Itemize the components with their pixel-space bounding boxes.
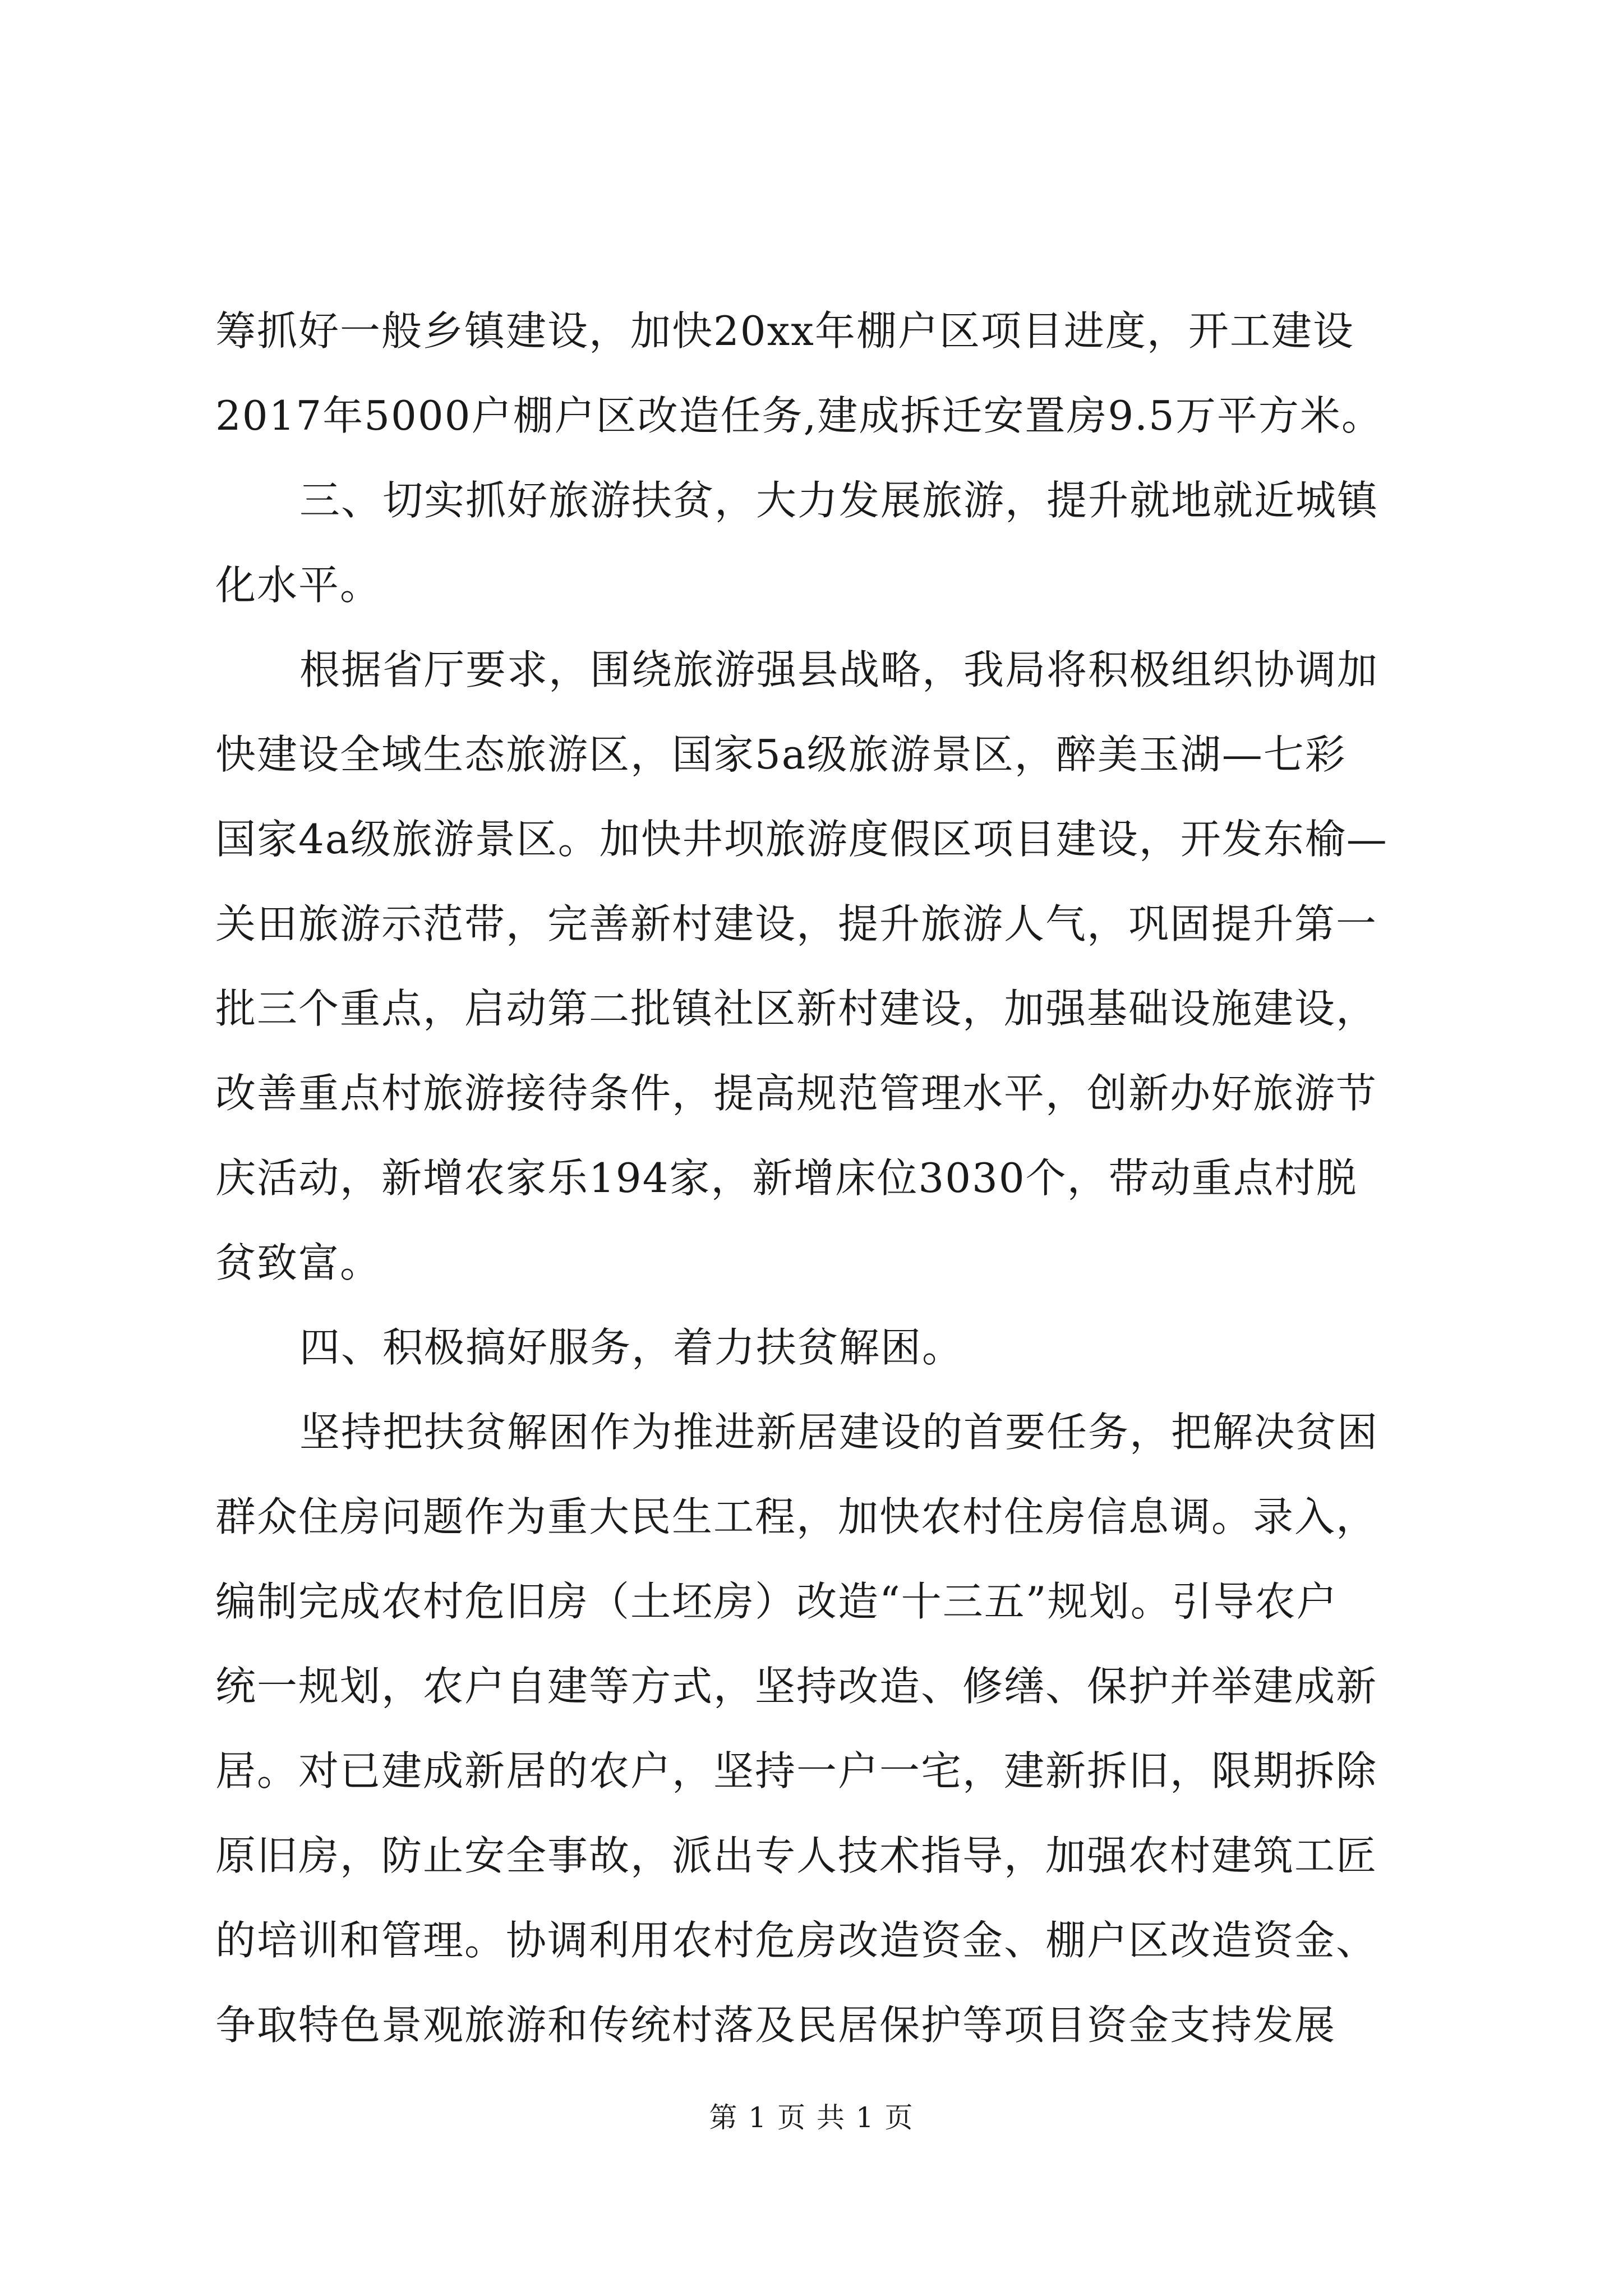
section-heading: 三、切实抓好旅游扶贫，大力发展旅游，提升就地就近城镇 bbox=[299, 477, 1379, 524]
text-line: 批三个重点，启动第二批镇社区新村建设，加强基础设施建设， bbox=[215, 985, 1378, 1032]
text-line: 2017年5000户棚户区改造任务,建成拆迁安置房9.5万平方米。 bbox=[215, 392, 1383, 439]
text-line: 原旧房，防止安全事故，派出专人技术指导，加强农村建筑工匠 bbox=[215, 1832, 1378, 1879]
text-line: 群众住房问题作为重大民生工程，加快农村住房信息调。录入， bbox=[215, 1493, 1378, 1540]
text-line: 争取特色景观旅游和传统村落及民居保护等项目资金支持发展 bbox=[215, 2001, 1336, 2049]
text-line: 国家4a级旅游景区。加快井坝旅游度假区项目建设，开发东榆— bbox=[215, 816, 1388, 863]
text-line: 的培训和管理。协调利用农村危房改造资金、棚户区改造资金、 bbox=[215, 1917, 1378, 1964]
text-line: 筹抓好一般乡镇建设，加快20xx年棚户区项目进度，开工建设 bbox=[215, 307, 1354, 355]
text-line: 居。对已建成新居的农户，坚持一户一宅，建新拆旧，限期拆除 bbox=[215, 1747, 1378, 1795]
text-line: 统一规划，农户自建等方式，坚持改造、修缮、保护并举建成新 bbox=[215, 1663, 1378, 1710]
text-line: 贫致富。 bbox=[215, 1239, 382, 1286]
text-line: 化水平。 bbox=[215, 562, 382, 609]
document-body bbox=[215, 289, 1421, 2068]
text-line: 编制完成农村危旧房（土坯房）改造“十三五”规划。引导农户 bbox=[215, 1578, 1338, 1625]
text-line: 快建设全域生态旅游区，国家5a级旅游景区，醉美玉湖—七彩 bbox=[215, 731, 1347, 778]
text-line: 关田旅游示范带，完善新村建设，提升旅游人气，巩固提升第一 bbox=[215, 900, 1378, 947]
text-line: 庆活动，新增农家乐194家，新增床位3030个，带动重点村脱 bbox=[215, 1154, 1358, 1202]
paragraph-start: 坚持把扶贫解困作为推进新居建设的首要任务，把解决贫困 bbox=[299, 1409, 1379, 1456]
paragraph-start: 根据省厅要求，围绕旅游强县战略，我局将积极组织协调加 bbox=[299, 646, 1379, 693]
section-heading: 四、积极搞好服务，着力扶贫解困。 bbox=[299, 1324, 964, 1371]
page-number-footer: 第 1 页 共 1 页 bbox=[709, 2101, 914, 2134]
text-line: 改善重点村旅游接待条件，提高规范管理水平，创新办好旅游节 bbox=[215, 1070, 1378, 1117]
